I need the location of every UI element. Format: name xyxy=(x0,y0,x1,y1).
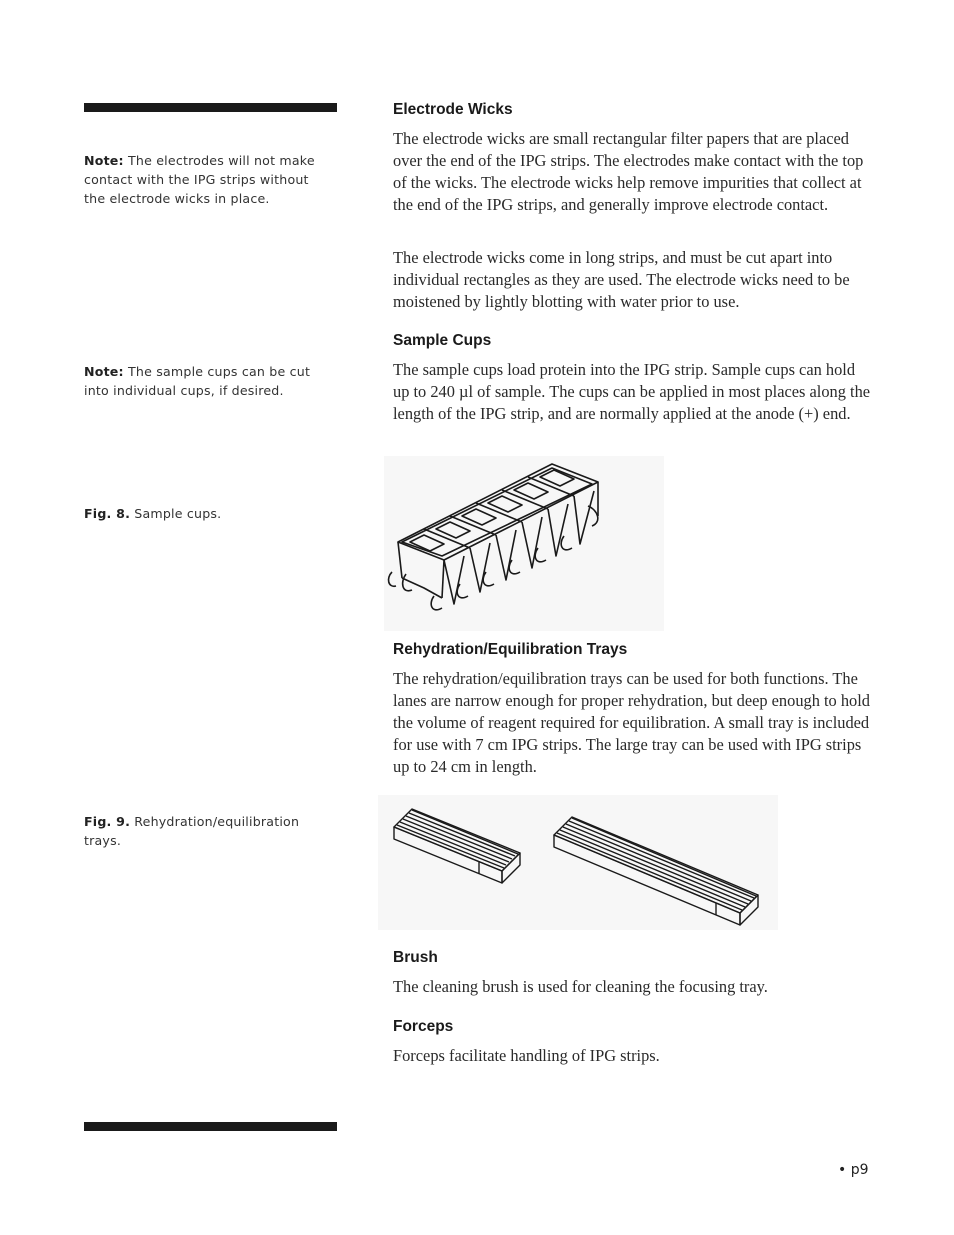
top-rule xyxy=(84,103,337,112)
fig-caption-text: Rehydration/equilibration trays. xyxy=(84,814,300,848)
trays-figure xyxy=(378,795,778,930)
note-text: The sample cups can be cut into individual cups, if desired. xyxy=(84,364,311,398)
sample-cups-figure xyxy=(384,456,664,631)
electrode-wicks-paragraph-1: The electrode wicks are small rectangular filter papers that are placed over the end of the IPG strips. The electrodes make contact with the top of the wicks. The electrode wicks help remove impurities that collect at the end of the IPG strips, and generally improve electrode contact. xyxy=(393,129,864,214)
note-text: The electrodes will not make contact with the IPG strips without the electrode wicks in place. xyxy=(84,153,315,206)
bottom-rule xyxy=(84,1122,337,1131)
note-label: Note: xyxy=(84,153,124,168)
fig8-caption xyxy=(84,504,334,523)
fig-label: Fig. 9. xyxy=(84,814,131,829)
heading-electrode-wicks: Electrode Wicks xyxy=(393,101,513,118)
electrode-wicks-paragraph-2: The electrode wicks come in long strips, and must be cut apart into individual rectangles as they are used. The electrode wicks need to be moistened by lightly blotting with water prior to use. xyxy=(393,248,850,311)
note-sample-cups xyxy=(84,362,334,400)
forceps-paragraph: Forceps facilitate handling of IPG strips. xyxy=(393,1046,660,1065)
note-label: Note: xyxy=(84,364,124,379)
sample-cups-paragraph: The sample cups load protein into the IPG strip. Sample cups can hold up to 240 µl of sample. The cups can be applied in most places along the length of the IPG strip, and are normally applied at the anode (+) end. xyxy=(393,360,871,423)
heading-forceps: Forceps xyxy=(393,1018,454,1035)
fig-caption-text: Sample cups. xyxy=(130,506,222,521)
note-electrode-wicks xyxy=(84,151,334,208)
trays-paragraph: The rehydration/equilibration trays can be used for both functions. The lanes are narrow enough for proper rehydration, but deep enough to hold the volume of reagent required for equilibration. A small tray is included for use with 7 cm IPG strips. The large tray can be used with IPG strips up to 24 cm in length. xyxy=(393,669,870,776)
brush-paragraph: The cleaning brush is used for cleaning the focusing tray. xyxy=(393,977,768,996)
heading-trays: Rehydration/Equilibration Trays xyxy=(393,641,628,658)
fig-label: Fig. 8. xyxy=(84,506,131,521)
fig9-caption xyxy=(84,812,334,850)
page-number: • p9 xyxy=(838,1162,869,1178)
heading-brush: Brush xyxy=(393,949,438,966)
heading-sample-cups: Sample Cups xyxy=(393,332,492,349)
